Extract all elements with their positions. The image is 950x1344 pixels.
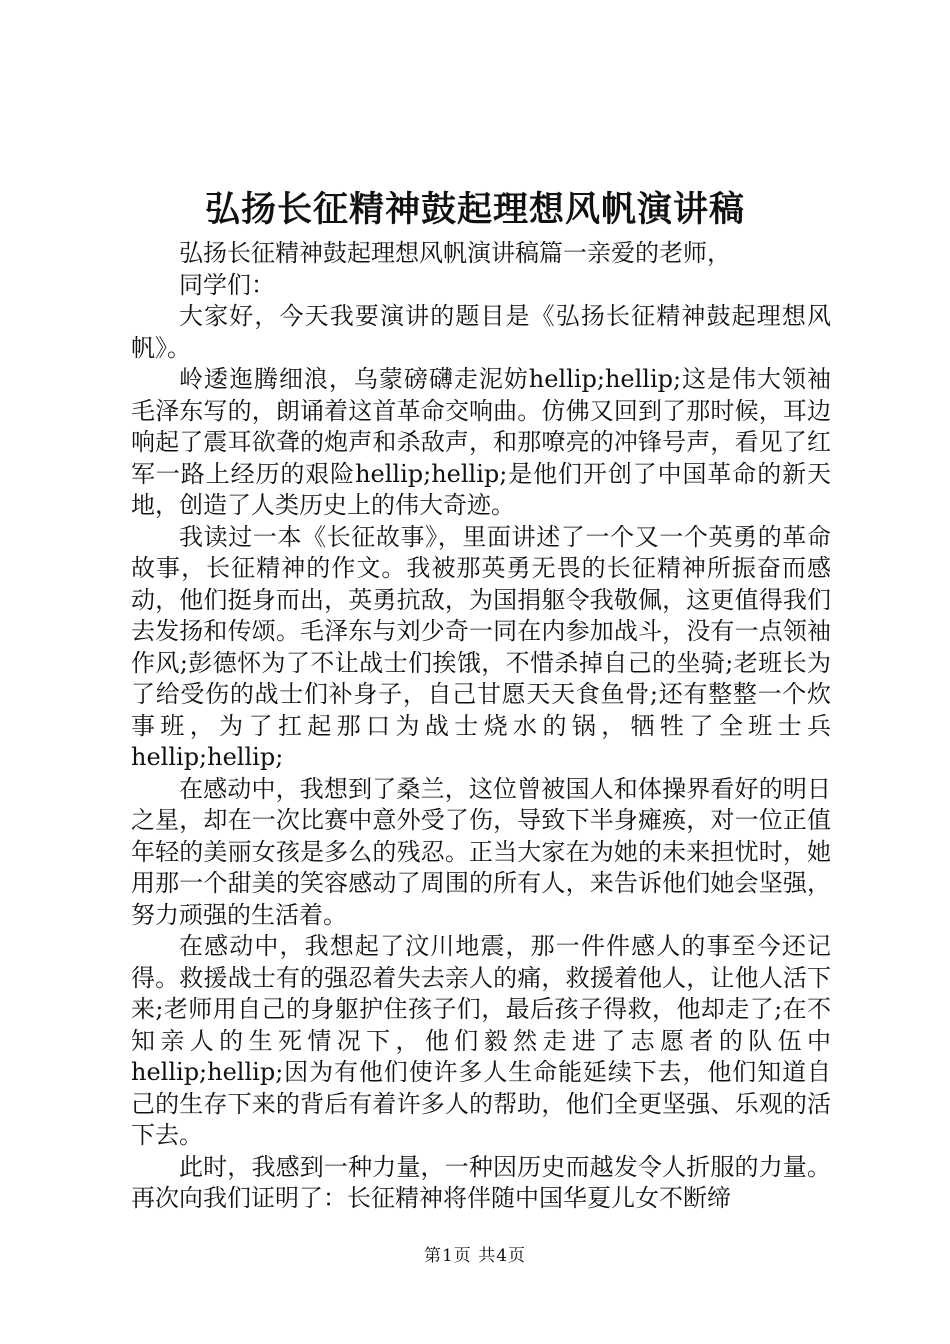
paragraph: 大家好，今天我要演讲的题目是《弘扬长征精神鼓起理想风帆》。 [131,302,831,362]
paragraph: 在感动中，我想到了桑兰，这位曾被国人和体操界看好的明日之星，却在一次比赛中意外受了伤，导致下半身瘫痪，对一位正值年轻的美丽女孩是多么的残忍。正当大家在为她的未来担忧时，她用那一个甜美的笑容感动了周围的所有人，来告诉他们她会坚强，努力顽强的生活着。 [131,774,831,929]
paragraph: 此时，我感到一种力量，一种因历史而越发令人折服的力量。再次向我们证明了：长征精神将伴随中国华夏儿女不断缔 [131,1152,831,1212]
document-body [131,238,831,1215]
paragraph: 同学们： [179,270,275,299]
document-title: 弘扬长征精神鼓起理想风帆演讲稿 [204,189,745,230]
paragraph: 我读过一本《长征故事》，里面讲述了一个又一个英勇的革命故事，长征精神的作文。我被那英勇无畏的长征精神所振奋而感动，他们挺身而出，英勇抗敌，为国捐躯令我敬佩，这更值得我们去发扬和传颂。毛泽东与刘少奇一同在内参加战斗，没有一点领袖作风;彭德怀为了不让战士们挨饿，不惜杀掉自己的坐骑;老班长为了给受伤的战士们补身子，自己甘愿天天食鱼骨;还有整整一个炊事班，为了扛起那口为战士烧水的锅，牺牲了全班士兵hellip;hellip; [131,522,831,771]
paragraph: 在感动中，我想起了汶川地震，那一件件感人的事至今还记得。救援战士有的强忍着失去亲人的痛，救援着他人，让他人活下来;老师用自己的身躯护住孩子们，最后孩子得救，他却走了;在不知亲人的生死情况下，他们毅然走进了志愿者的队伍中hellip;hellip;因为有他们使许多人生命能延续下去，他们知道自己的生存下来的背后有着许多人的帮助，他们全更坚强、乐观的活下去。 [131,932,831,1149]
paragraph: 弘扬长征精神鼓起理想风帆演讲稿篇一亲爱的老师， [179,239,731,267]
page-number-footer: 第1页 共4页 [423,1246,527,1266]
paragraph: 岭逶迤腾细浪，乌蒙磅礴走泥妨hellip;hellip;这是伟大领袖毛泽东写的，朗诵着这首革命交响曲。仿佛又回到了那时候，耳边响起了震耳欲聋的炮声和杀敌声，和那嘹亮的冲锋号声，看见了红军一路上经历的艰险hellip;hellip;是他们开创了中国革命的新天地，创造了人类历史上的伟大奇迹。 [131,365,831,519]
